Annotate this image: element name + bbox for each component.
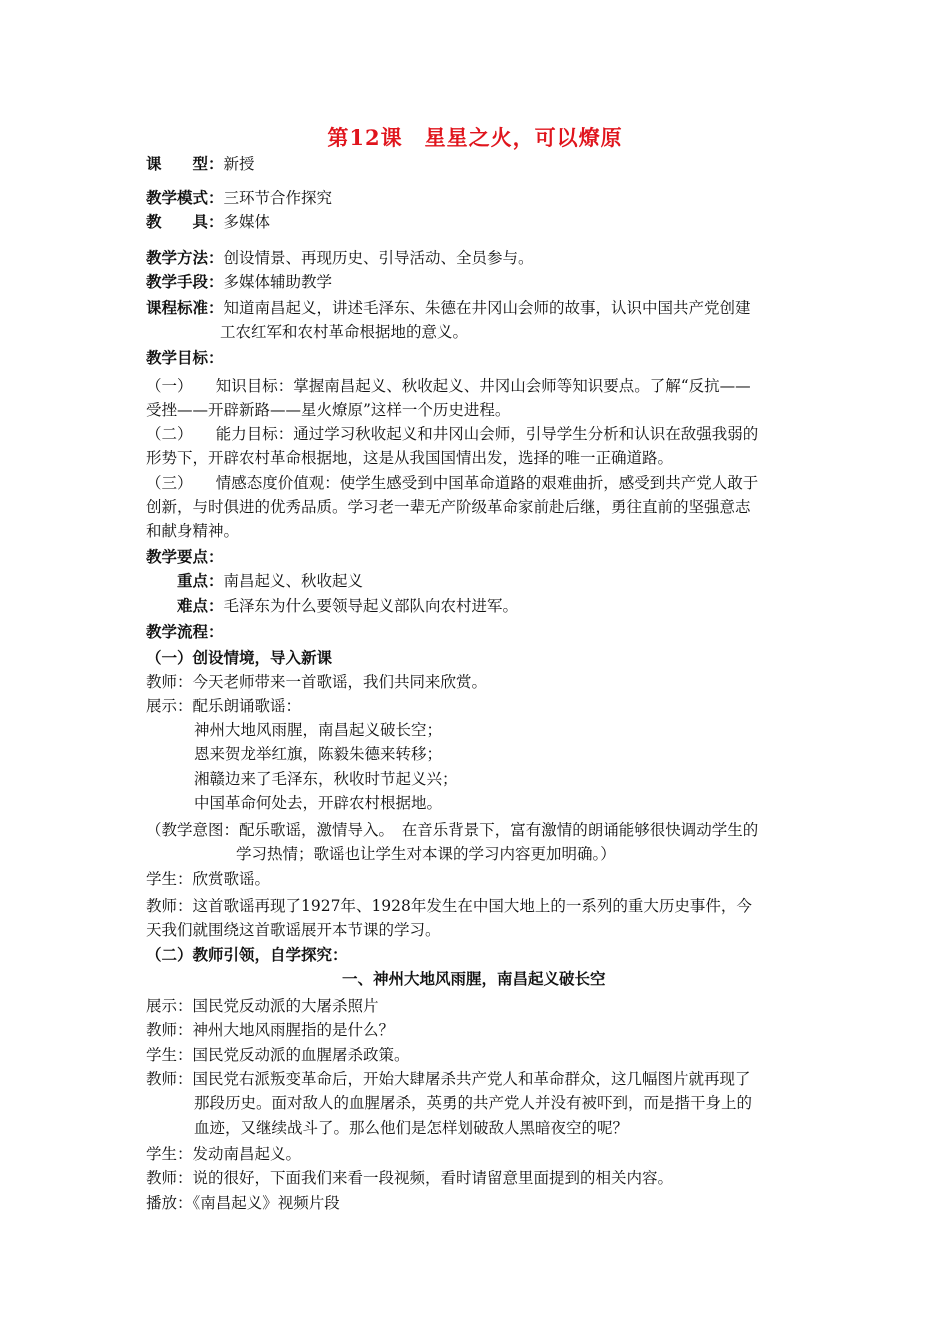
line-text: 和献身精神。 <box>146 522 240 540</box>
text-line <box>146 422 758 446</box>
line-text: 教师：这首歌谣再现了1927年、1928年发生在中国大地上的一系列的重大历史事件，今 <box>146 897 752 915</box>
text-line <box>194 1091 752 1115</box>
line-text: 展示：国民党反动派的大屠杀照片 <box>146 997 379 1015</box>
text-line <box>146 694 301 718</box>
line-label: 教学流程： <box>146 622 224 641</box>
line-label: 重点： <box>177 571 224 590</box>
line-label: 教 具： <box>146 212 224 231</box>
line-text: 恩来贺龙举红旗，陈毅朱德来转移； <box>194 745 443 763</box>
text-line <box>146 1191 340 1215</box>
line-label: 教学要点： <box>146 547 224 566</box>
text-line <box>146 246 534 270</box>
line-label: 教学模式： <box>146 188 224 207</box>
line-text: 工农红军和农村革命根据地的意义。 <box>220 323 469 341</box>
text-line <box>146 670 487 694</box>
text-line <box>146 471 758 495</box>
line-text: 血迹，又继续战斗了。那么他们是怎样划破敌人黑暗夜空的呢？ <box>194 1119 629 1137</box>
line-label: 难点： <box>177 596 224 615</box>
line-text: 毛泽东为什么要领导起义部队向农村进军。 <box>223 597 519 615</box>
text-line <box>146 545 224 569</box>
text-line <box>146 1142 301 1166</box>
line-text: 学生：欣赏歌谣。 <box>146 870 271 888</box>
line-text: 创设情景、再现历史、引导活动、全员参与。 <box>223 249 534 267</box>
line-text: 学习热情；歌谣也让学生对本课的学习内容更加明确。） <box>236 845 616 863</box>
line-text: 展示：配乐朗诵歌谣： <box>146 697 302 715</box>
text-line <box>146 994 379 1018</box>
line-label: （一）创设情境，导入新课 <box>146 648 333 667</box>
line-text: 创新，与时俱进的优秀品质。学习老一辈无产阶级革命家前赴后继，勇往直前的坚强意志 <box>146 498 751 516</box>
text-line <box>146 1018 394 1042</box>
line-text: （二） 能力目标：通过学习秋收起义和井冈山会师，引导学生分析和认识在敌强我弱的 <box>146 425 759 443</box>
text-line <box>146 398 510 422</box>
line-text: 播放：《南昌起义》视频片段 <box>146 1194 340 1212</box>
text-line <box>220 320 468 344</box>
line-text: 神州大地风雨腥，南昌起义破长空； <box>194 721 443 739</box>
line-text: 天我们就围绕这首歌谣展开本节课的学习。 <box>146 921 441 939</box>
line-text: 多媒体 <box>223 213 271 231</box>
line-text: 新授 <box>223 155 255 173</box>
line-text: 受挫——开辟新路——星火燎原”这样一个历史进程。 <box>146 401 511 419</box>
line-label: （二）教师引领，自学探究： <box>146 945 348 964</box>
text-line <box>146 894 752 918</box>
text-line <box>194 718 442 742</box>
text-line <box>146 646 332 670</box>
line-text: 多媒体辅助教学 <box>223 273 333 291</box>
text-line <box>146 446 673 470</box>
line-label: 一、神州大地风雨腥，南昌起义破长空 <box>342 969 606 988</box>
line-label: 教学方法： <box>146 248 224 267</box>
text-line <box>146 1043 410 1067</box>
text-line <box>146 374 751 398</box>
line-text: （教学意图：配乐歌谣，激情导入。 在音乐背景下，富有激情的朗诵能够很快调动学生的 <box>146 821 759 839</box>
text-line <box>194 742 442 766</box>
text-line <box>146 152 255 176</box>
lesson-title: 第12课 星星之火，可以燎原 <box>327 125 623 150</box>
text-line <box>146 210 270 234</box>
line-text: 南昌起义、秋收起义 <box>223 572 364 590</box>
text-line <box>194 791 442 815</box>
line-text: 教师：国民党右派叛变革命后，开始大肆屠杀共产党人和革命群众，这几幅图片就再现了 <box>146 1070 751 1088</box>
text-line <box>146 867 270 891</box>
text-line <box>146 943 348 967</box>
text-line <box>177 569 363 593</box>
text-line <box>146 1166 673 1190</box>
line-text: 学生：国民党反动派的血腥屠杀政策。 <box>146 1046 410 1064</box>
text-line <box>194 767 458 791</box>
text-line <box>146 270 332 294</box>
line-label: 课程标准： <box>146 298 224 317</box>
text-line <box>236 842 616 866</box>
line-label: 教学目标： <box>146 348 224 367</box>
line-text: 知道南昌起义，讲述毛泽东、朱德在井冈山会师的故事，认识中国共产党创建 <box>223 299 751 317</box>
line-text: 教师：神州大地风雨腥指的是什么？ <box>146 1021 395 1039</box>
text-line <box>194 1116 628 1140</box>
line-label: 教学手段： <box>146 272 224 291</box>
line-text: 湘赣边来了毛泽东，秋收时节起义兴； <box>194 770 458 788</box>
text-line <box>146 1067 751 1091</box>
line-text: 形势下，开辟农村革命根据地，这是从我国国情出发，选择的唯一正确道路。 <box>146 449 674 467</box>
text-line <box>146 346 224 370</box>
line-label: 课 型： <box>146 154 224 173</box>
line-text: 中国革命何处去，开辟农村根据地。 <box>194 794 443 812</box>
text-line <box>177 594 518 618</box>
text-line <box>146 186 332 210</box>
line-text: （一） 知识目标：掌握南昌起义、秋收起义、井冈山会师等知识要点。了解“反抗—— <box>146 377 751 395</box>
text-line <box>146 918 441 942</box>
text-line <box>146 495 751 519</box>
text-line <box>146 818 758 842</box>
line-text: 学生：发动南昌起义。 <box>146 1145 302 1163</box>
text-line <box>146 519 239 543</box>
text-line <box>342 967 606 991</box>
line-text: （三） 情感态度价值观：使学生感受到中国革命道路的艰难曲折，感受到共产党人敢于 <box>146 474 759 492</box>
text-line <box>146 620 224 644</box>
text-line <box>146 296 751 320</box>
line-text: 教师：说的很好，下面我们来看一段视频，看时请留意里面提到的相关内容。 <box>146 1169 674 1187</box>
line-text: 三环节合作探究 <box>223 189 333 207</box>
line-text: 那段历史。面对敌人的血腥屠杀，英勇的共产党人并没有被吓到，而是揩干身上的 <box>194 1094 753 1112</box>
line-text: 教师：今天老师带来一首歌谣，我们共同来欣赏。 <box>146 673 488 691</box>
